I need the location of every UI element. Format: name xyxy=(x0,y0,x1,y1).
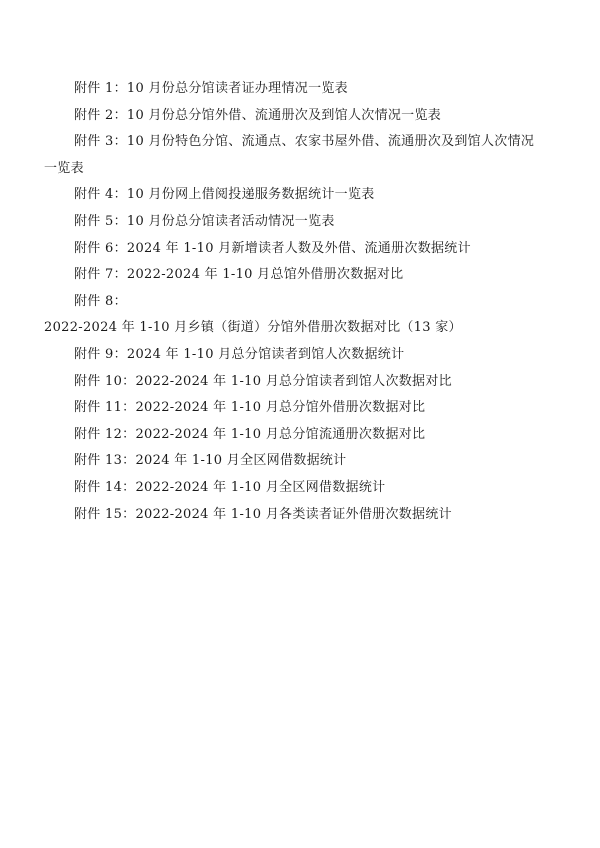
attachment-item-1 xyxy=(44,76,544,103)
attachment-title: 10 月份网上借阅投递服务数据统计一览表 xyxy=(126,187,375,203)
attachment-title: 2022-2024 年 1-10 月总分馆读者到馆人次数据对比 xyxy=(135,373,452,389)
attachment-label: 附件 4： xyxy=(74,187,127,203)
attachment-label: 附件 1： xyxy=(74,81,127,96)
attachment-label: 附件 12： xyxy=(74,426,136,442)
attachment-item-8 xyxy=(44,289,544,342)
attachment-label: 附件 11： xyxy=(74,400,136,416)
attachment-title: 2022-2024 年 1-10 月总分馆流通册次数据对比 xyxy=(135,426,426,442)
attachment-label: 附件 10： xyxy=(74,373,136,389)
attachment-label: 附件 7： xyxy=(74,267,127,283)
attachment-item-15 xyxy=(44,502,544,529)
attachment-item-13 xyxy=(44,448,544,475)
attachment-item-3 xyxy=(44,129,544,182)
attachment-title: 2022-2024 年 1-10 月乡镇（街道）分馆外借册次数据对比（13 家） xyxy=(44,320,462,336)
attachment-title: 10 月份总分馆外借、流通册次及到馆人次情况一览表 xyxy=(126,107,442,123)
attachment-item-6 xyxy=(44,236,544,263)
attachment-title: 2024 年 1-10 月总分馆读者到馆人次数据统计 xyxy=(126,346,405,362)
attachment-label: 附件 14： xyxy=(74,479,136,495)
attachment-item-10 xyxy=(44,369,544,396)
attachment-label: 附件 8： xyxy=(74,293,127,309)
attachment-title: 2022-2024 年 1-10 月总馆外借册次数据对比 xyxy=(126,267,404,283)
attachment-label: 附件 6： xyxy=(74,240,127,256)
attachment-item-14 xyxy=(44,475,544,502)
attachment-item-11 xyxy=(44,395,544,422)
attachment-title: 2024 年 1-10 月新增读者人数及外借、流通册次数据统计 xyxy=(126,240,471,256)
attachment-label: 附件 9： xyxy=(74,346,127,362)
attachment-title: 10 月份总分馆读者证办理情况一览表 xyxy=(126,81,348,96)
attachment-item-9 xyxy=(44,342,544,369)
attachment-title: 10 月份特色分馆、流通点、农家书屋外借、流通册次及到馆人次情况一览表 xyxy=(44,134,535,176)
attachment-list xyxy=(44,76,544,528)
attachment-label: 附件 3： xyxy=(74,134,127,150)
attachment-label: 附件 15： xyxy=(74,506,136,522)
attachment-item-7 xyxy=(44,262,544,289)
attachment-item-4 xyxy=(44,182,544,209)
attachment-item-12 xyxy=(44,422,544,449)
attachment-label: 附件 5： xyxy=(74,213,127,229)
attachment-title: 2022-2024 年 1-10 月全区网借数据统计 xyxy=(135,479,386,495)
attachment-title: 10 月份总分馆读者活动情况一览表 xyxy=(126,213,335,229)
attachment-item-5 xyxy=(44,209,544,236)
attachment-title: 2022-2024 年 1-10 月各类读者证外借册次数据统计 xyxy=(135,506,452,522)
attachment-title: 2024 年 1-10 月全区网借数据统计 xyxy=(135,453,347,469)
attachment-title: 2022-2024 年 1-10 月总分馆外借册次数据对比 xyxy=(135,400,426,416)
attachment-label: 附件 13： xyxy=(74,453,136,469)
attachment-item-2 xyxy=(44,103,544,130)
attachment-label: 附件 2： xyxy=(74,107,127,123)
